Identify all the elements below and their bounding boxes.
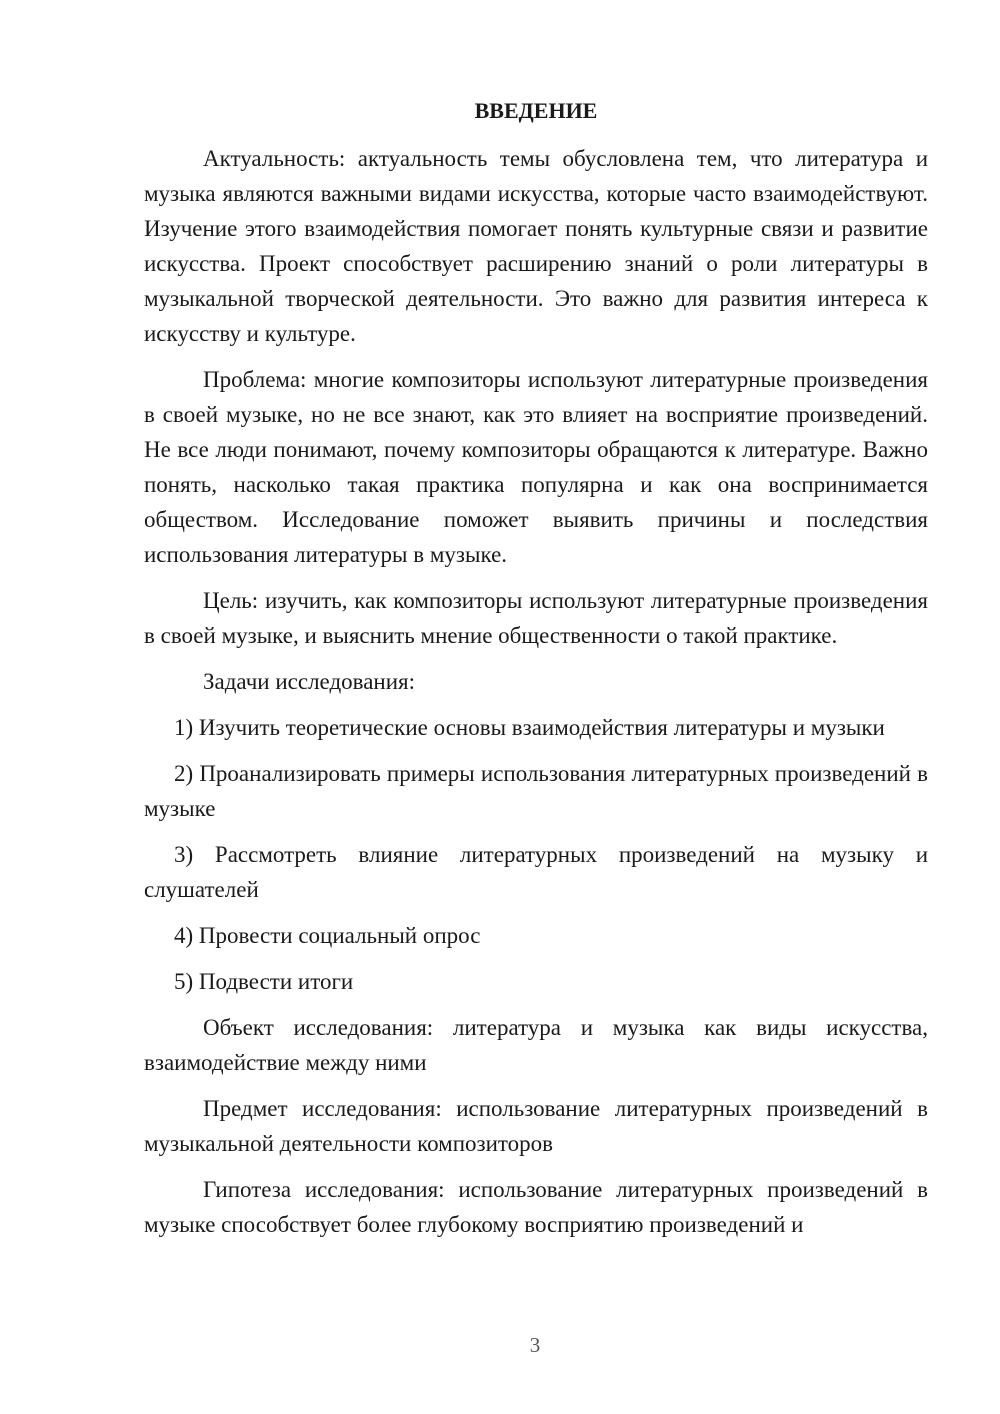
goal-paragraph: Цель: изучить, как композиторы используют литературные произведения в своей музыке, и выяснить мнение общественности о такой практике. bbox=[144, 588, 928, 648]
hypothesis-paragraph: Гипотеза исследования: использование литературных произведений в музыке способствует более глубокому восприятию произведений и bbox=[144, 1177, 928, 1237]
task-item: 1) Изучить теоретические основы взаимодействия литературы и музыки bbox=[174, 715, 885, 740]
task-item: 4) Провести социальный опрос bbox=[174, 923, 481, 948]
tasks-heading: Задачи исследования: bbox=[203, 669, 416, 694]
task-item: 5) Подвести итоги bbox=[174, 969, 354, 994]
document-page bbox=[144, 94, 928, 1253]
relevance-paragraph: Актуальность: актуальность темы обусловлена тем, что литература и музыка являются важными видами искусства, которые часто взаимодействуют. Изучение этого взаимодействия помогает понять культурные связи и развитие искусства. Проект способствует расширению знаний о роли литературы в музыкальной творческой деятельности. Это важно для развития интереса к искусству и культуре. bbox=[144, 146, 928, 346]
page-number: 3 bbox=[529, 1333, 541, 1357]
task-item: 2) Проанализировать примеры использования литературных произведений в музыке bbox=[144, 761, 928, 821]
subject-paragraph: Предмет исследования: использование литературных произведений в музыкальной деятельности композиторов bbox=[144, 1096, 928, 1156]
page-title: ВВЕДЕНИЕ bbox=[474, 98, 598, 123]
problem-paragraph: Проблема: многие композиторы используют литературные произведения в своей музыке, но не все знают, как это влияет на восприятие произведений. Не все люди понимают, почему композиторы обращаются к литературе. Важно понять, насколько такая практика популярна и как она воспринимается обществом. Исследование поможет выявить причины и последствия использования литературы в музыке. bbox=[144, 367, 928, 567]
object-paragraph: Объект исследования: литература и музыка как виды искусства, взаимодействие между ними bbox=[144, 1015, 928, 1075]
task-item: 3) Рассмотреть влияние литературных произведений на музыку и слушателей bbox=[144, 842, 928, 902]
